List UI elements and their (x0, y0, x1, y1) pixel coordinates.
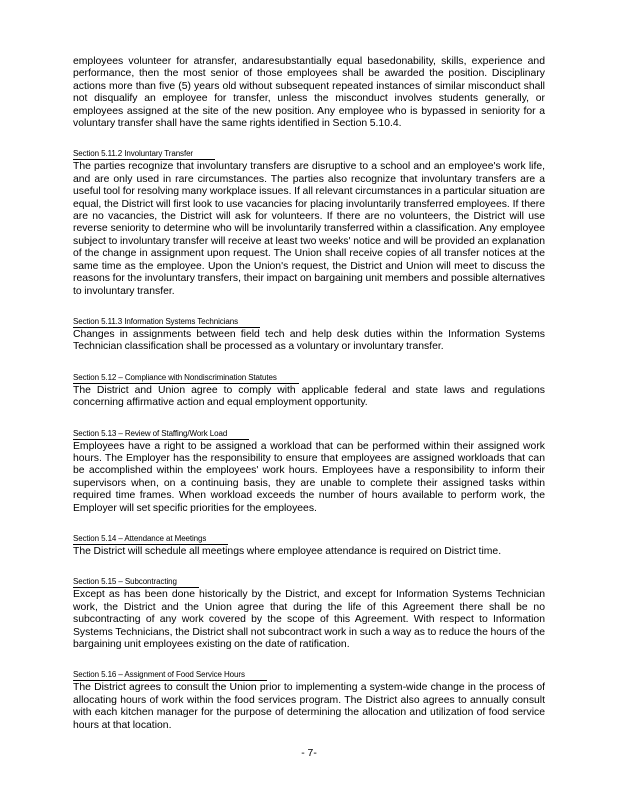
section-5-11-3 (73, 311, 545, 354)
section-5-11-2 (73, 143, 545, 297)
section-body: Changes in assignments between field tech and help desk duties within the Information Systems Technician classification shall be processed as a voluntary or involuntary transfer. (73, 328, 545, 353)
section-5-16 (73, 664, 545, 732)
section-heading: Section 5.14 – Attendance at Meetings (73, 534, 228, 545)
intro-paragraph: employees volunteer for atransfer, andaresubstantially equal basedonability, skills, experience and performance, then the most senior of those employees shall be awarded the position. Disciplinary actions more than five (5) years old without subsequent repeated instances of similar misconduct shall not disqualify an employee for transfer, unless the misconduct involves students generally, or employees assigned at the site of the new position. Any employee who is bypassed in seniority for a voluntary transfer shall have the same rights identified in Section 5.10.4. (73, 56, 545, 130)
section-5-15 (73, 571, 545, 651)
section-body: Employees have a right to be assigned a workload that can be performed within their assigned work hours. The Employer has the responsibility to ensure that employees are assigned workloads that can be accomplished within the employees' work hours. Employees have a responsibility to inform their supervisors when, on a continuing basis, they are unable to complete their assigned tasks within required time frames. When workload exceeds the number of hours available to perform work, the Employer will set specific priorities for the employees. (73, 440, 545, 514)
section-body: The District will schedule all meetings where employee attendance is required on District time. (73, 545, 502, 557)
section-heading: Section 5.12 – Compliance with Nondiscrimination Statutes (73, 373, 299, 384)
section-heading: Section 5.16 – Assignment of Food Service Hours (73, 670, 267, 681)
section-body: The parties recognize that involuntary transfers are disruptive to a school and an employee's work life, and are only used in rare circumstances. The parties also recognize that involuntary transfers are a useful tool for resolving many workplace issues. If all relevant circumstances in a particular situation are equal, the District will first look to use vacancies for placing involuntarily transferred employees. If there are no vacancies, the District will ask for volunteers. If there are no volunteers, the District will use reverse seniority to determine who will be involuntarily transferred within a classification. Any employee subject to involuntary transfer will receive at least two weeks' notice and will be provided an explanation of the change in assignment upon request. The Union shall receive copies of all transfer notices at the same time as the employee. Upon the Union's request, the District and Union will meet to discuss the reasons for the involuntary transfers, their impact on bargaining unit members and possible alternatives to involuntary transfer. (73, 161, 545, 297)
section-body: The District and Union agree to comply with applicable federal and state laws and regulations concerning affirmative action and equal employment opportunity. (73, 384, 545, 409)
document-page (73, 56, 545, 732)
section-5-14 (73, 528, 545, 558)
section-5-12 (73, 367, 545, 410)
section-5-13 (73, 423, 545, 515)
section-heading: Section 5.13 – Review of Staffing/Work Load (73, 429, 249, 440)
section-heading: Section 5.11.2 Involuntary Transfer (73, 149, 215, 160)
section-heading: Section 5.11.3 Information Systems Technicians (73, 317, 260, 328)
page-number: - 7- (301, 748, 317, 759)
section-heading: Section 5.15 – Subcontracting (73, 577, 199, 588)
section-body: The District agrees to consult the Union prior to implementing a system-wide change in the process of allocating hours of work within the food services program. The District also agrees to annually consult with each kitchen manager for the purpose of determining the allocation and utilization of food service hours at that location. (73, 682, 545, 731)
section-body: Except as has been done historically by the District, and except for Information Systems Technician work, the District and the Union agree that during the life of this Agreement there shall be no subcontracting of any work covered by the scope of this Agreement. With respect to Information Systems Technicians, the District shall not subcontract work in such a way as to reduce the hours of the bargaining unit employees existing on the date of ratification. (73, 589, 545, 650)
